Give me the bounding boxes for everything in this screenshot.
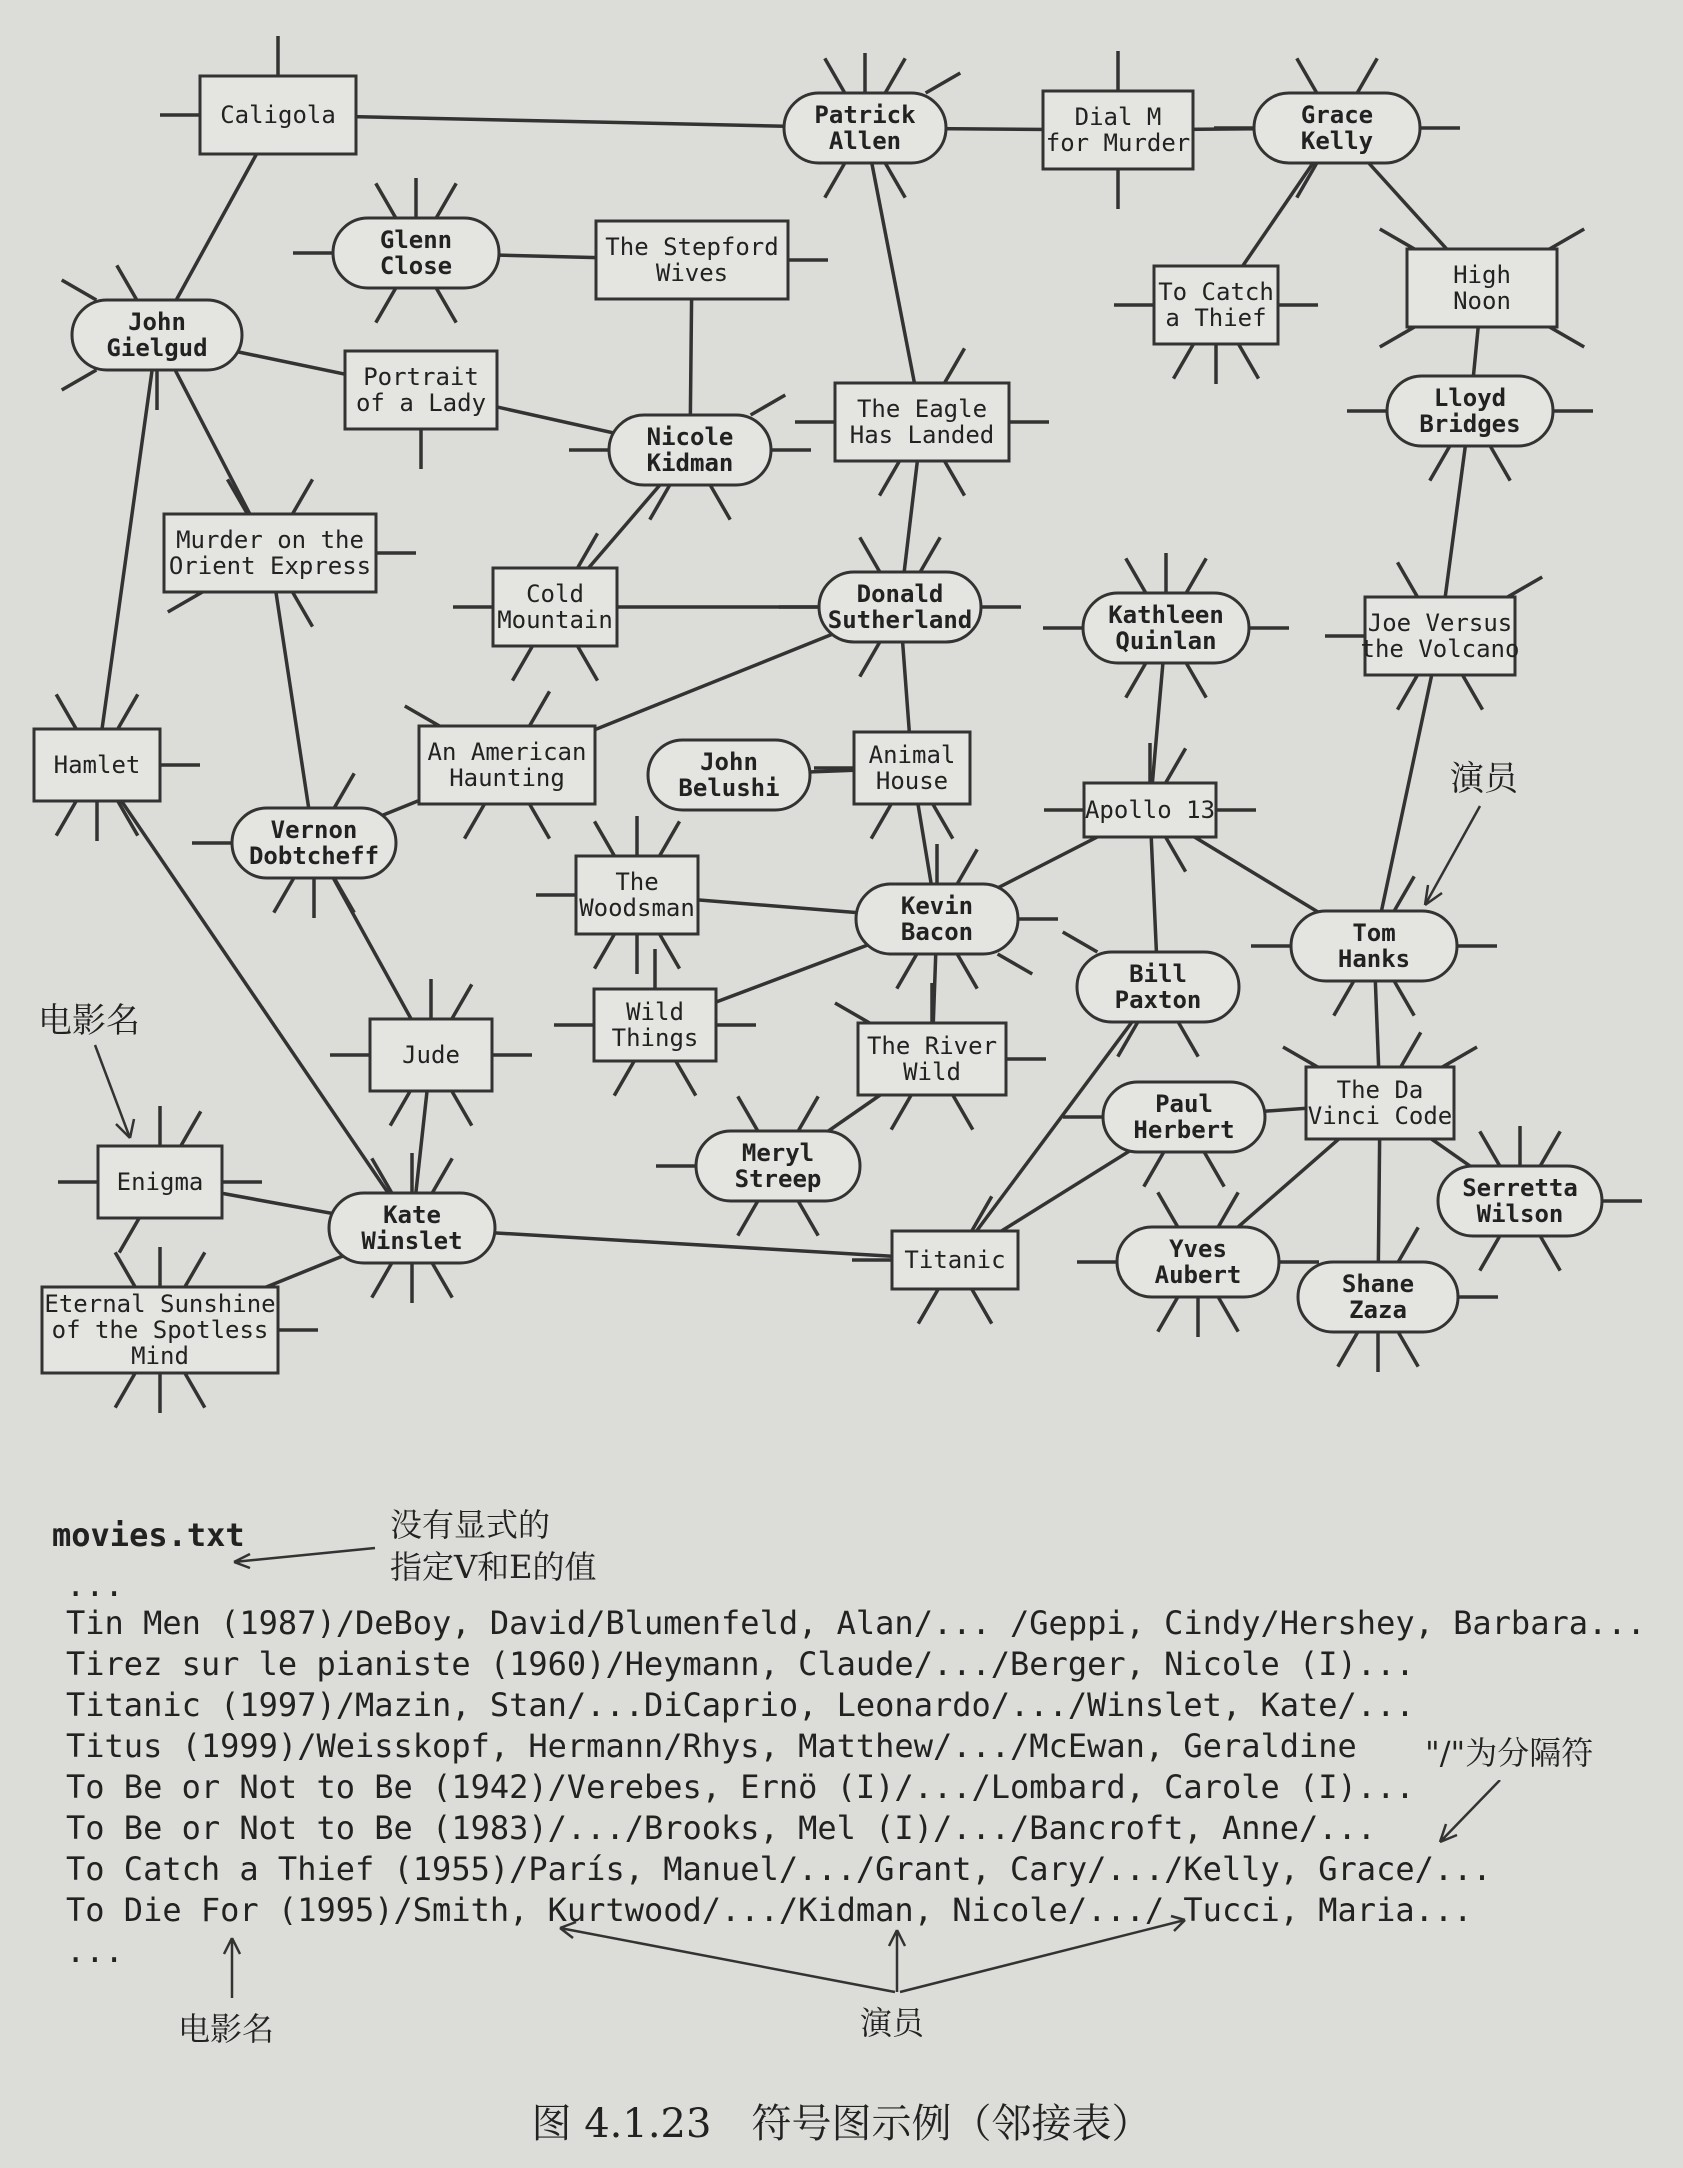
spoke — [1397, 562, 1417, 597]
actor-node-paul-herbert — [1103, 1082, 1265, 1152]
movie-node-high-noon — [1407, 249, 1557, 327]
actor-label: Dobtcheff — [248, 842, 380, 870]
spoke — [512, 646, 532, 681]
spoke — [860, 642, 880, 677]
actor-label: Kathleen — [1108, 601, 1224, 629]
movie-label: Murder on the — [176, 526, 364, 554]
spoke — [1394, 981, 1414, 1016]
edge-joe-volcano-tom-hanks — [1374, 636, 1440, 946]
spoke — [891, 1095, 911, 1130]
spoke — [1173, 344, 1193, 379]
movie-label: Noon — [1453, 287, 1511, 315]
movie-node-cold-mountain — [493, 568, 617, 646]
edge-caligola-patrick-allen — [278, 115, 865, 128]
movie-label: To Catch — [1158, 278, 1274, 306]
actor-label: Belushi — [678, 774, 780, 802]
movie-node-jude — [370, 1019, 492, 1091]
spoke — [953, 1095, 973, 1130]
actor-node-vernon-dobtcheff — [232, 808, 396, 878]
movie-node-river-wild — [858, 1023, 1006, 1095]
actor-node-serretta-wilson — [1438, 1166, 1602, 1236]
spoke — [115, 1252, 135, 1287]
movie-label: High — [1453, 261, 1511, 289]
movie-node-murder-orient — [164, 514, 376, 592]
movie-annotation: 电影名 — [38, 1001, 140, 1041]
actor-annotation: 演员 — [1450, 759, 1518, 799]
spoke — [1218, 1192, 1238, 1227]
spoke — [274, 878, 294, 913]
movie-label: Mind — [131, 1342, 189, 1370]
spoke — [710, 485, 730, 520]
actor-node-grace-kelly — [1254, 93, 1420, 163]
spoke — [871, 804, 891, 839]
spoke — [432, 1158, 452, 1193]
spoke — [1166, 748, 1186, 783]
actor-node-shane-zaza — [1298, 1262, 1458, 1332]
spoke — [957, 954, 977, 989]
spoke — [798, 1201, 818, 1236]
spoke — [885, 163, 905, 198]
spoke — [1144, 1152, 1164, 1187]
movie-node-portrait — [345, 351, 497, 429]
spoke — [56, 801, 76, 836]
actor-label: Zaza — [1349, 1296, 1407, 1324]
actor-node-nicole-kidman — [609, 415, 771, 485]
spoke — [825, 58, 845, 93]
separator-arrow — [1440, 1780, 1500, 1842]
movie-node-joe-volcano — [1361, 597, 1520, 675]
spoke — [1338, 1332, 1358, 1367]
file-line: To Be or Not to Be (1942)/Verebes, Ernö (I)/.../Lombard, Carole (I)... — [66, 1768, 1415, 1806]
actor-label: Allen — [828, 127, 902, 155]
movie-label: Hamlet — [53, 751, 141, 779]
spoke — [1540, 1131, 1560, 1166]
spoke — [825, 163, 845, 198]
movie-node-titanic — [892, 1231, 1018, 1289]
movie-annotation-arrow — [95, 1045, 130, 1138]
movie-label: Wild — [626, 998, 684, 1026]
separator-note: "/"为分隔符 — [1425, 1734, 1594, 1772]
movie-label: Cold — [526, 580, 584, 608]
spoke — [578, 646, 598, 681]
actor-node-kate-winslet — [329, 1193, 495, 1263]
spoke — [972, 1289, 992, 1324]
spoke — [835, 1003, 870, 1023]
spoke — [1334, 981, 1354, 1016]
movie-label: An American — [427, 738, 587, 766]
actor-label: Hanks — [1337, 945, 1411, 973]
actor-arrow-left — [560, 1922, 895, 1992]
spoke — [918, 1289, 938, 1324]
spoke — [227, 479, 247, 514]
movie-label: House — [875, 767, 949, 795]
actor-node-bill-paxton — [1077, 952, 1239, 1022]
spoke — [530, 804, 550, 839]
file-arrows — [0, 1780, 1683, 2020]
spoke — [1204, 1152, 1224, 1187]
movie-node-caligola — [200, 76, 356, 154]
file-line: To Catch a Thief (1955)/París, Manuel/.../Grant, Cary/.../Kelly, Grace/... — [66, 1850, 1492, 1888]
actor-label: Paul — [1155, 1090, 1213, 1118]
spoke — [676, 1061, 696, 1096]
file-line: Titus (1999)/Weisskopf, Hermann/Rhys, Matthew/.../McEwan, Geraldine — [66, 1727, 1357, 1765]
spoke — [920, 537, 940, 572]
actor-label: John — [128, 308, 186, 336]
spoke — [957, 849, 977, 884]
actor-label: John — [700, 748, 758, 776]
file-name: movies.txt — [52, 1516, 245, 1554]
ellipsis-bottom: ... — [66, 1932, 124, 1970]
spoke — [185, 1252, 205, 1287]
spoke — [933, 804, 953, 839]
actor-label: Aubert — [1154, 1261, 1242, 1289]
spoke — [1357, 58, 1377, 93]
spoke — [530, 691, 550, 726]
spoke — [614, 1061, 634, 1096]
spoke — [660, 821, 680, 856]
spoke — [452, 1091, 472, 1126]
figure-caption: 图 4.1.23 符号图示例（邻接表） — [531, 2101, 1152, 2147]
spoke — [1398, 1227, 1418, 1262]
spoke — [1398, 1332, 1418, 1367]
spoke — [1186, 663, 1206, 698]
movie-label: Apollo 13 — [1084, 796, 1216, 824]
edge-john-gielgud-hamlet — [97, 335, 157, 765]
actor-label: Wilson — [1476, 1200, 1564, 1228]
spoke — [1297, 58, 1317, 93]
file-line: Tin Men (1987)/DeBoy, David/Blumenfeld, Alan/... /Geppi, Cindy/Hershey, Barbara... — [66, 1604, 1646, 1642]
spoke — [185, 1373, 205, 1408]
spoke — [56, 694, 76, 729]
spoke — [926, 73, 961, 93]
spoke — [1239, 344, 1259, 379]
file-line: To Die For (1995)/Smith, Kurtwood/.../Kidman, Nicole/.../ Tucci, Maria... — [66, 1891, 1473, 1929]
movie-label: of the Spotless — [51, 1316, 269, 1344]
movie-node-dial-m — [1043, 91, 1193, 169]
spoke — [860, 537, 880, 572]
spoke — [115, 1373, 135, 1408]
actor-node-john-belushi — [648, 740, 810, 810]
actor-node-patrick-allen — [784, 93, 946, 163]
movie-label: Jude — [402, 1041, 460, 1069]
actor-label: Grace — [1300, 101, 1374, 129]
actor-label: Nicole — [646, 423, 734, 451]
spoke — [1126, 558, 1146, 593]
movie-label: Woodsman — [579, 894, 695, 922]
actor-label: Lloyd — [1433, 384, 1507, 412]
spoke — [660, 934, 680, 969]
spoke — [119, 1218, 139, 1253]
movie-label: the Volcano — [1360, 635, 1520, 663]
spoke — [1283, 1047, 1318, 1067]
spoke — [1158, 1297, 1178, 1332]
spoke — [376, 288, 396, 323]
movie-node-eagle — [835, 383, 1009, 461]
spoke — [452, 984, 472, 1019]
edge-murder-orient-vernon-dobtcheff — [270, 553, 314, 843]
movie-label: Vinci Code — [1307, 1102, 1453, 1130]
actor-node-yves-aubert — [1117, 1227, 1279, 1297]
spoke — [405, 706, 440, 726]
spoke — [1480, 1236, 1500, 1271]
spoke — [1394, 876, 1414, 911]
actor-node-kevin-bacon — [856, 884, 1018, 954]
movie-label: Has Landed — [849, 421, 995, 449]
movie-label: Orient Express — [168, 552, 372, 580]
spoke — [751, 395, 786, 415]
actor-label: Patrick — [814, 101, 916, 129]
spoke — [293, 592, 313, 627]
movie-label: The River — [866, 1032, 998, 1060]
spoke — [118, 694, 138, 729]
spoke — [885, 58, 905, 93]
spoke — [594, 934, 614, 969]
actor-label: Bill — [1129, 960, 1187, 988]
movie-label: Caligola — [220, 101, 336, 129]
spoke — [650, 485, 670, 520]
actor-label: 演员 — [860, 2004, 925, 2042]
movie-name-arrow — [224, 1938, 240, 1998]
movie-label: for Murder — [1045, 129, 1191, 157]
spoke — [436, 183, 456, 218]
spoke — [376, 183, 396, 218]
ellipsis-top: ... — [66, 1566, 124, 1604]
actor-label: Yves — [1169, 1235, 1227, 1263]
spoke — [334, 773, 354, 808]
spoke — [1186, 558, 1206, 593]
spoke — [1166, 837, 1186, 872]
spoke — [168, 592, 203, 612]
movie-label: Titanic — [904, 1246, 1006, 1274]
actor-label: Kate — [383, 1201, 441, 1229]
actor-label: Donald — [856, 580, 944, 608]
actor-label: Shane — [1341, 1270, 1415, 1298]
movie-label: Haunting — [449, 764, 565, 792]
movie-node-woodsman — [576, 856, 698, 934]
movie-node-stepford — [596, 221, 788, 299]
actor-label: Kevin — [900, 892, 974, 920]
spoke — [1430, 446, 1450, 481]
actor-node-tom-hanks — [1291, 911, 1457, 981]
spoke — [1480, 1131, 1500, 1166]
actor-node-john-gielgud — [72, 300, 242, 370]
file-line: To Be or Not to Be (1983)/.../Brooks, Mel (I)/.../Bancroft, Anne/... — [66, 1809, 1377, 1847]
movie-node-animal-house — [854, 732, 970, 804]
actor-label: Kidman — [646, 449, 734, 477]
spoke — [1178, 1022, 1198, 1057]
spoke — [464, 804, 484, 839]
spoke — [181, 1111, 201, 1146]
movie-label: Enigma — [116, 1168, 204, 1196]
edge-patrick-allen-eagle — [865, 128, 922, 422]
movie-node-da-vinci — [1306, 1067, 1454, 1139]
file-note-arrow — [230, 1540, 380, 1570]
spoke — [436, 288, 456, 323]
spoke — [1401, 1032, 1421, 1067]
spoke — [117, 265, 137, 300]
movie-label: a Thief — [1165, 304, 1267, 332]
actor-label: Streep — [734, 1165, 822, 1193]
actor-node-meryl-streep — [696, 1131, 860, 1201]
spoke — [1550, 327, 1585, 347]
movie-label: Wives — [655, 259, 729, 287]
file-note-line-1: 没有显式的 — [390, 1506, 551, 1544]
movie-label: Animal — [868, 741, 956, 769]
spoke — [1380, 229, 1415, 249]
actor-label: Serretta — [1462, 1174, 1578, 1202]
movie-node-eternal — [42, 1287, 278, 1373]
movie-label: Dial M — [1074, 103, 1162, 131]
spoke — [62, 280, 97, 300]
spoke — [432, 1263, 452, 1298]
spoke — [372, 1263, 392, 1298]
movie-node-apollo — [1084, 783, 1216, 837]
actor-label: Bridges — [1419, 410, 1521, 438]
movie-node-hamlet — [34, 729, 160, 801]
spoke — [998, 954, 1033, 974]
spoke — [390, 1091, 410, 1126]
spoke — [1380, 327, 1415, 347]
file-line: Tirez sur le pianiste (1960)/Heymann, Claude/.../Berger, Nicole (I)... — [66, 1645, 1415, 1683]
actor-label: Vernon — [270, 816, 358, 844]
actor-node-donald-sutherland — [819, 572, 981, 642]
movie-label: Eternal Sunshine — [44, 1290, 276, 1318]
movie-label: The Da — [1336, 1076, 1424, 1104]
spoke — [594, 821, 614, 856]
movie-label: Mountain — [497, 606, 613, 634]
movie-node-to-catch — [1154, 266, 1278, 344]
actor-arrow-middle — [889, 1930, 905, 1992]
actor-label: Gielgud — [106, 334, 208, 362]
movie-label: The Stepford — [605, 233, 779, 261]
actor-label: Bacon — [900, 918, 974, 946]
spoke — [897, 954, 917, 989]
spoke — [1158, 1192, 1178, 1227]
spoke — [1463, 675, 1483, 710]
file-note-line-2: 指定V和E的值 — [390, 1548, 597, 1586]
movie-label: The Eagle — [856, 395, 988, 423]
movie-label: The — [615, 868, 659, 896]
spoke — [798, 1096, 818, 1131]
actor-label: Meryl — [741, 1139, 815, 1167]
spoke — [1550, 229, 1585, 249]
spoke — [1508, 577, 1543, 597]
movie-label: Portrait — [363, 363, 479, 391]
actor-label: Winslet — [361, 1227, 463, 1255]
movie-node-wild-things — [594, 989, 716, 1061]
spoke — [879, 461, 899, 496]
spoke — [1126, 663, 1146, 698]
movie-name-label: 电影名 — [178, 2010, 275, 2048]
movie-node-enigma — [98, 1146, 222, 1218]
spoke — [1063, 932, 1098, 952]
actor-node-glenn-close — [333, 218, 499, 288]
movie-label: of a Lady — [355, 389, 487, 417]
actor-annotation-arrow — [1425, 806, 1480, 905]
actor-label: Quinlan — [1115, 627, 1217, 655]
actor-label: Kelly — [1300, 127, 1374, 155]
spoke — [738, 1096, 758, 1131]
actor-label: Herbert — [1133, 1116, 1235, 1144]
spoke — [1442, 1047, 1477, 1067]
movie-node-american-haunting — [419, 726, 595, 804]
file-line: Titanic (1997)/Mazin, Stan/...DiCaprio, Leonardo/.../Winslet, Kate/... — [66, 1686, 1415, 1724]
spoke — [334, 878, 354, 913]
actor-label: Paxton — [1114, 986, 1202, 1014]
movie-label: Things — [611, 1024, 699, 1052]
graph-nodes — [34, 76, 1602, 1373]
spoke — [738, 1201, 758, 1236]
movie-label: Joe Versus — [1367, 609, 1513, 637]
spoke — [293, 479, 313, 514]
actor-label: Tom — [1352, 919, 1396, 947]
spoke — [1490, 446, 1510, 481]
movie-label: Wild — [903, 1058, 961, 1086]
spoke — [1218, 1297, 1238, 1332]
actor-node-lloyd-bridges — [1387, 376, 1553, 446]
spoke — [945, 348, 965, 383]
actor-label: Sutherland — [827, 606, 973, 634]
actor-label: Close — [379, 252, 453, 280]
actor-node-kathleen-quinlan — [1083, 593, 1249, 663]
spoke — [945, 461, 965, 496]
spoke — [1540, 1236, 1560, 1271]
actor-arrow-right — [900, 1916, 1185, 1992]
spoke — [62, 370, 97, 390]
spoke — [1397, 675, 1417, 710]
actor-label: Glenn — [379, 226, 453, 254]
